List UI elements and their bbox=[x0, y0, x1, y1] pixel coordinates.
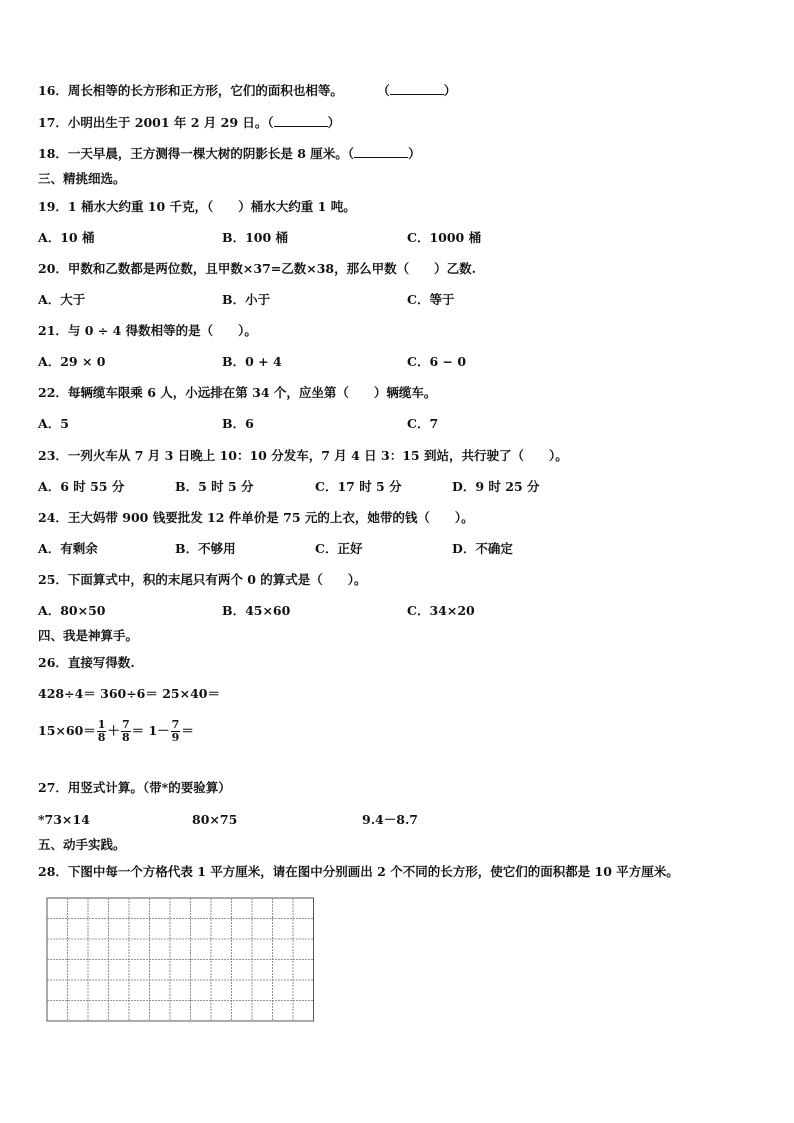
question-22 bbox=[38, 385, 436, 401]
question-number: 24． bbox=[38, 510, 68, 525]
option-b[interactable]: B．100 桶 bbox=[222, 230, 289, 245]
calc-item: 15×60＝ bbox=[38, 723, 96, 738]
question-number: 23． bbox=[38, 448, 68, 463]
option-d[interactable]: D．不确定 bbox=[452, 541, 513, 556]
numerator: 1 bbox=[97, 718, 106, 731]
question-text: 用竖式计算。（带*的要验算） bbox=[67, 780, 231, 795]
option-b[interactable]: B．6 bbox=[222, 416, 254, 431]
option-a[interactable]: A．10 桶 bbox=[38, 230, 95, 245]
question-text: 下图中每一个方格代表 1 平方厘米，请在图中分别画出 2 个不同的长方形，使它们的面积都是 10 平方厘米。 bbox=[67, 864, 679, 879]
question-number: 26． bbox=[38, 655, 68, 670]
question-text: 甲数和乙数都是两位数，且甲数×37=乙数×38，那么甲数（ ）乙数. bbox=[67, 261, 476, 276]
question-number: 18． bbox=[38, 146, 68, 161]
question-number: 19． bbox=[38, 199, 68, 214]
numerator: 7 bbox=[121, 718, 130, 731]
numerator: 7 bbox=[171, 718, 180, 731]
paren-close: ） bbox=[408, 146, 421, 161]
option-a[interactable]: A．有剩余 bbox=[38, 541, 98, 556]
question-20 bbox=[38, 261, 476, 277]
vertical-calc-item: 9.4－8.7 bbox=[362, 812, 418, 827]
question-number: 22． bbox=[38, 385, 68, 400]
option-c[interactable]: C．17 时 5 分 bbox=[315, 479, 402, 494]
question-16 bbox=[38, 83, 456, 99]
question-25 bbox=[38, 572, 367, 588]
question-text: 小明出生于 2001 年 2 月 29 日。（ bbox=[67, 115, 274, 130]
question-text: 一天早晨，王方测得一棵大树的阴影长是 8 厘米。（ bbox=[67, 146, 355, 161]
question-text: 与 0 ÷ 4 得数相等的是（ ）。 bbox=[67, 323, 257, 338]
question-17 bbox=[38, 115, 340, 131]
denominator: 9 bbox=[171, 731, 180, 744]
grid-drawing[interactable] bbox=[46, 897, 316, 1023]
question-text: 每辆缆车限乘 6 人，小远排在第 34 个，应坐第（ ）辆缆车。 bbox=[67, 385, 437, 400]
option-c[interactable]: C．等于 bbox=[407, 292, 455, 307]
vertical-calc-item: 80×75 bbox=[192, 812, 238, 827]
question-text: 王大妈带 900 钱要批发 12 件单价是 75 元的上衣，她带的钱（ ）。 bbox=[67, 510, 474, 525]
answer-blank[interactable] bbox=[390, 83, 444, 95]
question-28 bbox=[38, 864, 679, 880]
denominator: 8 bbox=[121, 731, 130, 744]
option-b[interactable]: B．45×60 bbox=[222, 603, 291, 618]
question-number: 28． bbox=[38, 864, 68, 879]
paren-close: ） bbox=[327, 115, 341, 130]
section-4-heading: 四、我是神算手。 bbox=[38, 628, 139, 643]
option-a[interactable]: A．6 时 55 分 bbox=[38, 479, 125, 494]
question-text: 周长相等的长方形和正方形，它们的面积也相等。 bbox=[67, 83, 343, 98]
calc-item: ＝ 1－ bbox=[131, 723, 170, 738]
vertical-calc-item: *73×14 bbox=[38, 812, 90, 827]
question-number: 21． bbox=[38, 323, 68, 338]
section-3-heading: 三、精挑细选。 bbox=[38, 171, 126, 186]
question-26 bbox=[38, 655, 135, 671]
fraction bbox=[121, 719, 131, 744]
calc-row-2 bbox=[38, 716, 194, 746]
option-c[interactable]: C．正好 bbox=[315, 541, 363, 556]
option-c[interactable]: C．7 bbox=[407, 416, 439, 431]
question-number: 16． bbox=[38, 83, 68, 98]
option-c[interactable]: C．1000 桶 bbox=[407, 230, 482, 245]
question-21 bbox=[38, 323, 257, 339]
paren-open: （ bbox=[377, 83, 390, 98]
question-27 bbox=[38, 780, 231, 796]
question-number: 27． bbox=[38, 780, 68, 795]
option-a[interactable]: A．5 bbox=[38, 416, 69, 431]
option-a[interactable]: A．大于 bbox=[38, 292, 86, 307]
option-c[interactable]: C．34×20 bbox=[407, 603, 475, 618]
answer-blank[interactable] bbox=[354, 146, 408, 158]
question-23 bbox=[38, 448, 568, 464]
option-b[interactable]: B．0 + 4 bbox=[222, 354, 282, 369]
question-number: 20． bbox=[38, 261, 68, 276]
calc-row-1: 428÷4＝ 360÷6＝ 25×40＝ bbox=[38, 686, 220, 701]
equals-sign: ＝ bbox=[181, 723, 194, 738]
option-d[interactable]: D．9 时 25 分 bbox=[452, 479, 540, 494]
question-text: 一列火车从 7 月 3 日晚上 10：10 分发车，7 月 4 日 3：15 到站，共行驶了（ ）。 bbox=[67, 448, 568, 463]
plus-sign: ＋ bbox=[107, 723, 120, 738]
question-text: 1 桶水大约重 10 千克，（ ）桶水大约重 1 吨。 bbox=[67, 199, 356, 214]
square-grid[interactable] bbox=[46, 897, 316, 1026]
question-19 bbox=[38, 199, 356, 215]
paren-close: ） bbox=[443, 83, 457, 98]
option-a[interactable]: A．80×50 bbox=[38, 603, 106, 618]
fraction bbox=[171, 719, 181, 744]
question-24 bbox=[38, 510, 474, 526]
option-c[interactable]: C．6 − 0 bbox=[407, 354, 467, 369]
fraction bbox=[97, 719, 107, 744]
answer-blank[interactable] bbox=[274, 115, 328, 127]
option-b[interactable]: B．不够用 bbox=[175, 541, 236, 556]
option-b[interactable]: B．5 时 5 分 bbox=[175, 479, 254, 494]
question-18 bbox=[38, 146, 421, 162]
section-5-heading: 五、动手实践。 bbox=[38, 837, 126, 852]
denominator: 8 bbox=[97, 731, 106, 744]
question-text: 下面算式中，积的末尾只有两个 0 的算式是（ ）。 bbox=[67, 572, 367, 587]
option-a[interactable]: A．29 × 0 bbox=[38, 354, 106, 369]
question-number: 25． bbox=[38, 572, 68, 587]
option-b[interactable]: B．小于 bbox=[222, 292, 271, 307]
question-text: 直接写得数. bbox=[67, 655, 135, 670]
question-number: 17． bbox=[38, 115, 68, 130]
